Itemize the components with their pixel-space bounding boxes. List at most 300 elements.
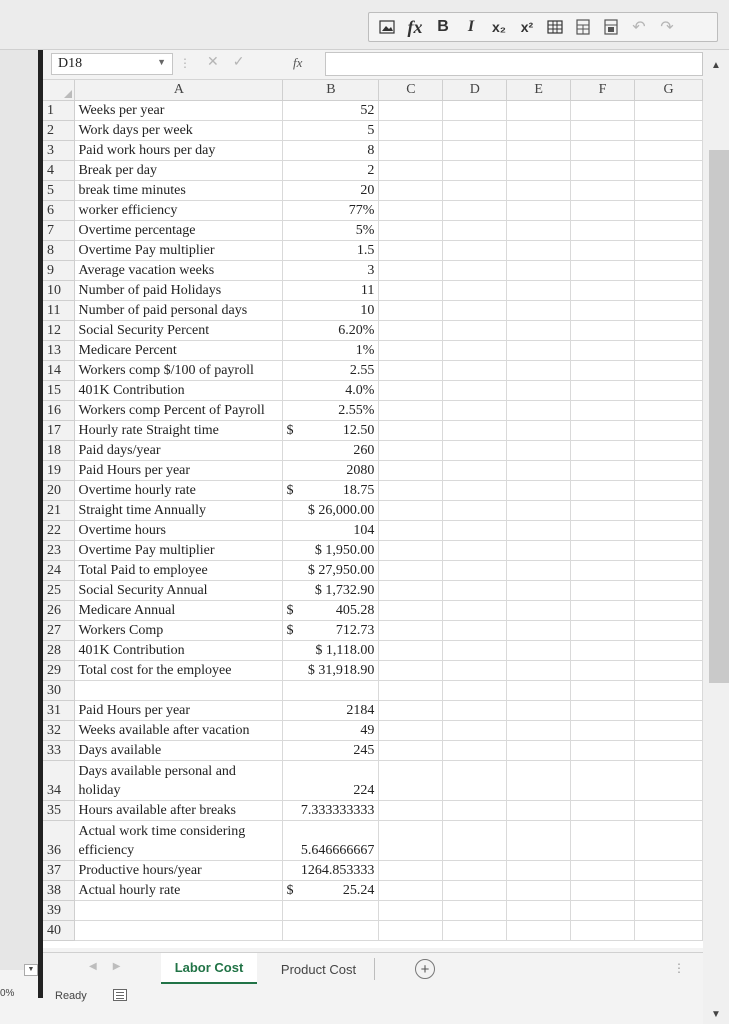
cell-g[interactable] bbox=[635, 820, 703, 860]
cell-a[interactable]: Overtime hourly rate bbox=[75, 480, 283, 500]
cell-b[interactable]: $ 1,950.00 bbox=[283, 540, 379, 560]
cell-b[interactable]: 7.333333333 bbox=[283, 800, 379, 820]
row-header[interactable]: 21 bbox=[43, 500, 75, 520]
row-header[interactable]: 9 bbox=[43, 260, 75, 280]
cell-e[interactable] bbox=[507, 620, 571, 640]
formula-input[interactable] bbox=[325, 52, 703, 76]
cell-f[interactable] bbox=[571, 640, 635, 660]
cell-f[interactable] bbox=[571, 480, 635, 500]
cell-e[interactable] bbox=[507, 560, 571, 580]
cell-c[interactable] bbox=[379, 120, 443, 140]
cell-b[interactable]: 3 bbox=[283, 260, 379, 280]
cell-a[interactable]: Actual work time considering efficiency bbox=[75, 820, 283, 860]
cell-f[interactable] bbox=[571, 680, 635, 700]
cell-e[interactable] bbox=[507, 500, 571, 520]
row-header[interactable]: 13 bbox=[43, 340, 75, 360]
cell-g[interactable] bbox=[635, 100, 703, 120]
cell-d[interactable] bbox=[443, 460, 507, 480]
cell-c[interactable] bbox=[379, 720, 443, 740]
cell-e[interactable] bbox=[507, 860, 571, 880]
cell-b[interactable] bbox=[283, 600, 379, 620]
row-header[interactable]: 22 bbox=[43, 520, 75, 540]
cell-d[interactable] bbox=[443, 720, 507, 740]
cell-f[interactable] bbox=[571, 820, 635, 860]
cell-b[interactable]: $ 1,732.90 bbox=[283, 580, 379, 600]
cell-f[interactable] bbox=[571, 220, 635, 240]
cell-e[interactable] bbox=[507, 200, 571, 220]
cell-g[interactable] bbox=[635, 640, 703, 660]
cell-b[interactable]: 2.55% bbox=[283, 400, 379, 420]
cell-a[interactable]: Social Security Annual bbox=[75, 580, 283, 600]
tab-labor-cost[interactable]: Labor Cost bbox=[161, 953, 257, 985]
cell-d[interactable] bbox=[443, 240, 507, 260]
cell-g[interactable] bbox=[635, 140, 703, 160]
cell-g[interactable] bbox=[635, 360, 703, 380]
cell-e[interactable] bbox=[507, 920, 571, 940]
cell-f[interactable] bbox=[571, 740, 635, 760]
cell-f[interactable] bbox=[571, 460, 635, 480]
cell-c[interactable] bbox=[379, 880, 443, 900]
row-header[interactable]: 27 bbox=[43, 620, 75, 640]
cell-g[interactable] bbox=[635, 460, 703, 480]
cell-d[interactable] bbox=[443, 760, 507, 800]
cell-a[interactable]: worker efficiency bbox=[75, 200, 283, 220]
cell-c[interactable] bbox=[379, 220, 443, 240]
cell-a[interactable]: Medicare Percent bbox=[75, 340, 283, 360]
cell-f[interactable] bbox=[571, 700, 635, 720]
cell-b[interactable]: $ 27,950.00 bbox=[283, 560, 379, 580]
cell-a[interactable]: Number of paid Holidays bbox=[75, 280, 283, 300]
row-header[interactable]: 15 bbox=[43, 380, 75, 400]
cell-d[interactable] bbox=[443, 140, 507, 160]
row-header[interactable]: 32 bbox=[43, 720, 75, 740]
row-header[interactable]: 39 bbox=[43, 900, 75, 920]
column-header-d[interactable]: D bbox=[443, 80, 507, 100]
cell-b[interactable]: 20 bbox=[283, 180, 379, 200]
cell-b[interactable]: $ 1,118.00 bbox=[283, 640, 379, 660]
row-header[interactable]: 17 bbox=[43, 420, 75, 440]
cell-f[interactable] bbox=[571, 340, 635, 360]
cell-d[interactable] bbox=[443, 680, 507, 700]
cell-a[interactable]: Average vacation weeks bbox=[75, 260, 283, 280]
cell-b[interactable] bbox=[283, 420, 379, 440]
row-header[interactable]: 7 bbox=[43, 220, 75, 240]
cell-g[interactable] bbox=[635, 540, 703, 560]
cell-a[interactable]: Paid Hours per year bbox=[75, 460, 283, 480]
cell-a[interactable]: Productive hours/year bbox=[75, 860, 283, 880]
bold-icon[interactable]: B bbox=[437, 18, 449, 35]
cell-e[interactable] bbox=[507, 580, 571, 600]
cell-f[interactable] bbox=[571, 120, 635, 140]
row-header[interactable]: 5 bbox=[43, 180, 75, 200]
cell-a[interactable]: Workers Comp bbox=[75, 620, 283, 640]
cell-f[interactable] bbox=[571, 760, 635, 800]
table-icon[interactable] bbox=[541, 15, 569, 39]
cell-c[interactable] bbox=[379, 300, 443, 320]
tab-product-cost[interactable]: Product Cost bbox=[263, 958, 375, 980]
cell-b[interactable] bbox=[283, 880, 379, 900]
cell-f[interactable] bbox=[571, 160, 635, 180]
cell-b[interactable]: 245 bbox=[283, 740, 379, 760]
cell-g[interactable] bbox=[635, 280, 703, 300]
cell-d[interactable] bbox=[443, 640, 507, 660]
cell-b[interactable]: 5% bbox=[283, 220, 379, 240]
cell-b[interactable]: 4.0% bbox=[283, 380, 379, 400]
cell-d[interactable] bbox=[443, 920, 507, 940]
cell-e[interactable] bbox=[507, 280, 571, 300]
cell-f[interactable] bbox=[571, 580, 635, 600]
cell-a[interactable]: Workers comp Percent of Payroll bbox=[75, 400, 283, 420]
cell-a[interactable]: Weeks available after vacation bbox=[75, 720, 283, 740]
row-header[interactable]: 4 bbox=[43, 160, 75, 180]
row-header[interactable]: 2 bbox=[43, 120, 75, 140]
cell-f[interactable] bbox=[571, 140, 635, 160]
cell-c[interactable] bbox=[379, 500, 443, 520]
cell-c[interactable] bbox=[379, 180, 443, 200]
cell-e[interactable] bbox=[507, 140, 571, 160]
cell-b[interactable]: 2080 bbox=[283, 460, 379, 480]
column-header-b[interactable]: B bbox=[283, 80, 379, 100]
row-header[interactable]: 29 bbox=[43, 660, 75, 680]
cell-e[interactable] bbox=[507, 380, 571, 400]
insert-function-icon[interactable]: fx bbox=[293, 55, 303, 70]
cell-g[interactable] bbox=[635, 220, 703, 240]
cell-c[interactable] bbox=[379, 100, 443, 120]
cell-g[interactable] bbox=[635, 700, 703, 720]
cell-a[interactable]: Paid Hours per year bbox=[75, 700, 283, 720]
cell-d[interactable] bbox=[443, 620, 507, 640]
cell-d[interactable] bbox=[443, 480, 507, 500]
cell-d[interactable] bbox=[443, 220, 507, 240]
cell-g[interactable] bbox=[635, 660, 703, 680]
cell-c[interactable] bbox=[379, 240, 443, 260]
cell-c[interactable] bbox=[379, 200, 443, 220]
cell-b[interactable]: 8 bbox=[283, 140, 379, 160]
cell-c[interactable] bbox=[379, 660, 443, 680]
cell-a[interactable]: break time minutes bbox=[75, 180, 283, 200]
cell-g[interactable] bbox=[635, 380, 703, 400]
cell-e[interactable] bbox=[507, 320, 571, 340]
undo-icon[interactable]: ↶ bbox=[632, 19, 646, 36]
cell-c[interactable] bbox=[379, 420, 443, 440]
cell-a[interactable]: Days available bbox=[75, 740, 283, 760]
cell-a[interactable]: Total cost for the employee bbox=[75, 660, 283, 680]
check-icon[interactable]: ✓ bbox=[232, 55, 245, 70]
cell-a[interactable]: Break per day bbox=[75, 160, 283, 180]
cell-b[interactable] bbox=[283, 620, 379, 640]
cell-d[interactable] bbox=[443, 120, 507, 140]
image-icon[interactable] bbox=[373, 15, 401, 39]
cell-f[interactable] bbox=[571, 520, 635, 540]
cell-b[interactable]: $ 31,918.90 bbox=[283, 660, 379, 680]
cell-d[interactable] bbox=[443, 560, 507, 580]
cell-g[interactable] bbox=[635, 620, 703, 640]
cell-f[interactable] bbox=[571, 320, 635, 340]
cell-g[interactable] bbox=[635, 300, 703, 320]
cell-g[interactable] bbox=[635, 680, 703, 700]
cell-b[interactable]: 2184 bbox=[283, 700, 379, 720]
cell-a[interactable]: Overtime Pay multiplier bbox=[75, 240, 283, 260]
row-header[interactable]: 11 bbox=[43, 300, 75, 320]
row-header[interactable]: 26 bbox=[43, 600, 75, 620]
italic-icon[interactable]: I bbox=[467, 18, 475, 35]
add-sheet-icon[interactable]: + bbox=[415, 959, 435, 979]
cell-c[interactable] bbox=[379, 740, 443, 760]
table-column-icon[interactable] bbox=[597, 15, 625, 39]
superscript-icon[interactable]: x² bbox=[520, 19, 534, 35]
cell-a[interactable]: Overtime hours bbox=[75, 520, 283, 540]
cell-c[interactable] bbox=[379, 480, 443, 500]
cell-a[interactable] bbox=[75, 920, 283, 940]
cell-e[interactable] bbox=[507, 440, 571, 460]
cell-e[interactable] bbox=[507, 700, 571, 720]
cell-b[interactable]: 77% bbox=[283, 200, 379, 220]
cell-f[interactable] bbox=[571, 500, 635, 520]
cell-a[interactable] bbox=[75, 900, 283, 920]
cell-e[interactable] bbox=[507, 520, 571, 540]
cell-a[interactable]: 401K Contribution bbox=[75, 380, 283, 400]
cell-b[interactable]: 10 bbox=[283, 300, 379, 320]
cell-c[interactable] bbox=[379, 320, 443, 340]
cell-b[interactable] bbox=[283, 680, 379, 700]
cell-f[interactable] bbox=[571, 400, 635, 420]
cell-d[interactable] bbox=[443, 520, 507, 540]
cell-g[interactable] bbox=[635, 200, 703, 220]
cell-a[interactable]: Workers comp $/100 of payroll bbox=[75, 360, 283, 380]
cell-d[interactable] bbox=[443, 300, 507, 320]
cell-b[interactable]: 2.55 bbox=[283, 360, 379, 380]
chevron-down-icon[interactable]: ▼ bbox=[24, 964, 38, 976]
column-header-c[interactable]: C bbox=[379, 80, 443, 100]
cell-f[interactable] bbox=[571, 260, 635, 280]
chevron-down-icon[interactable]: ▼ bbox=[157, 57, 166, 67]
cell-b[interactable] bbox=[283, 480, 379, 500]
row-header[interactable]: 23 bbox=[43, 540, 75, 560]
cell-a[interactable]: 401K Contribution bbox=[75, 640, 283, 660]
cell-c[interactable] bbox=[379, 140, 443, 160]
cell-b[interactable]: 49 bbox=[283, 720, 379, 740]
row-header[interactable]: 40 bbox=[43, 920, 75, 940]
cell-f[interactable] bbox=[571, 280, 635, 300]
cell-a[interactable]: Paid work hours per day bbox=[75, 140, 283, 160]
cell-e[interactable] bbox=[507, 400, 571, 420]
cell-f[interactable] bbox=[571, 620, 635, 640]
cell-a[interactable]: Actual hourly rate bbox=[75, 880, 283, 900]
cell-c[interactable] bbox=[379, 560, 443, 580]
cell-d[interactable] bbox=[443, 280, 507, 300]
cell-d[interactable] bbox=[443, 200, 507, 220]
cell-e[interactable] bbox=[507, 900, 571, 920]
cell-g[interactable] bbox=[635, 180, 703, 200]
column-header-g[interactable]: G bbox=[635, 80, 703, 100]
cell-d[interactable] bbox=[443, 900, 507, 920]
row-header[interactable]: 10 bbox=[43, 280, 75, 300]
cell-f[interactable] bbox=[571, 380, 635, 400]
cell-f[interactable] bbox=[571, 240, 635, 260]
cell-a[interactable]: Overtime Pay multiplier bbox=[75, 540, 283, 560]
row-header[interactable]: 37 bbox=[43, 860, 75, 880]
cell-e[interactable] bbox=[507, 300, 571, 320]
cell-e[interactable] bbox=[507, 360, 571, 380]
cell-f[interactable] bbox=[571, 800, 635, 820]
cell-f[interactable] bbox=[571, 600, 635, 620]
cell-e[interactable] bbox=[507, 480, 571, 500]
cancel-icon[interactable]: ✕ bbox=[207, 55, 219, 70]
cell-d[interactable] bbox=[443, 340, 507, 360]
cell-g[interactable] bbox=[635, 500, 703, 520]
cell-g[interactable] bbox=[635, 800, 703, 820]
cell-d[interactable] bbox=[443, 880, 507, 900]
cell-f[interactable] bbox=[571, 100, 635, 120]
cell-f[interactable] bbox=[571, 860, 635, 880]
cell-f[interactable] bbox=[571, 660, 635, 680]
row-header[interactable]: 28 bbox=[43, 640, 75, 660]
row-header[interactable]: 30 bbox=[43, 680, 75, 700]
cell-b[interactable]: 1.5 bbox=[283, 240, 379, 260]
cell-c[interactable] bbox=[379, 360, 443, 380]
cell-f[interactable] bbox=[571, 880, 635, 900]
cell-f[interactable] bbox=[571, 360, 635, 380]
cell-e[interactable] bbox=[507, 660, 571, 680]
cell-e[interactable] bbox=[507, 420, 571, 440]
cell-c[interactable] bbox=[379, 340, 443, 360]
cell-d[interactable] bbox=[443, 180, 507, 200]
cell-c[interactable] bbox=[379, 520, 443, 540]
column-header-e[interactable]: E bbox=[507, 80, 571, 100]
cell-f[interactable] bbox=[571, 560, 635, 580]
cell-d[interactable] bbox=[443, 500, 507, 520]
cell-d[interactable] bbox=[443, 800, 507, 820]
cell-c[interactable] bbox=[379, 600, 443, 620]
cell-g[interactable] bbox=[635, 440, 703, 460]
tab-split-handle-icon[interactable]: ⋮ bbox=[673, 961, 685, 975]
cell-d[interactable] bbox=[443, 820, 507, 860]
cell-g[interactable] bbox=[635, 480, 703, 500]
cell-g[interactable] bbox=[635, 160, 703, 180]
vertical-scrollbar[interactable] bbox=[703, 50, 729, 1024]
cell-a[interactable]: Social Security Percent bbox=[75, 320, 283, 340]
cell-c[interactable] bbox=[379, 820, 443, 860]
next-sheet-icon[interactable]: ▶ bbox=[112, 961, 121, 972]
cell-d[interactable] bbox=[443, 400, 507, 420]
cell-e[interactable] bbox=[507, 180, 571, 200]
cell-d[interactable] bbox=[443, 660, 507, 680]
cell-e[interactable] bbox=[507, 600, 571, 620]
row-header[interactable]: 19 bbox=[43, 460, 75, 480]
cell-f[interactable] bbox=[571, 200, 635, 220]
cell-c[interactable] bbox=[379, 160, 443, 180]
cell-e[interactable] bbox=[507, 540, 571, 560]
cell-e[interactable] bbox=[507, 460, 571, 480]
cell-a[interactable]: Total Paid to employee bbox=[75, 560, 283, 580]
cell-e[interactable] bbox=[507, 240, 571, 260]
row-header[interactable]: 16 bbox=[43, 400, 75, 420]
cell-f[interactable] bbox=[571, 300, 635, 320]
row-header[interactable]: 3 bbox=[43, 140, 75, 160]
cell-c[interactable] bbox=[379, 460, 443, 480]
cell-d[interactable] bbox=[443, 540, 507, 560]
cell-a[interactable]: Overtime percentage bbox=[75, 220, 283, 240]
cell-c[interactable] bbox=[379, 920, 443, 940]
cell-b[interactable]: 104 bbox=[283, 520, 379, 540]
cell-e[interactable] bbox=[507, 340, 571, 360]
cell-d[interactable] bbox=[443, 380, 507, 400]
cell-b[interactable]: 224 bbox=[283, 760, 379, 800]
cell-a[interactable]: Paid days/year bbox=[75, 440, 283, 460]
row-header[interactable]: 36 bbox=[43, 820, 75, 860]
scroll-down-icon[interactable]: ▼ bbox=[711, 1009, 721, 1020]
cell-g[interactable] bbox=[635, 920, 703, 940]
row-header[interactable]: 33 bbox=[43, 740, 75, 760]
cell-b[interactable]: 260 bbox=[283, 440, 379, 460]
cell-c[interactable] bbox=[379, 260, 443, 280]
cell-c[interactable] bbox=[379, 700, 443, 720]
row-header[interactable]: 25 bbox=[43, 580, 75, 600]
row-header[interactable]: 14 bbox=[43, 360, 75, 380]
cell-e[interactable] bbox=[507, 720, 571, 740]
cell-b[interactable] bbox=[283, 900, 379, 920]
cell-a[interactable]: Straight time Annually bbox=[75, 500, 283, 520]
row-header[interactable]: 34 bbox=[43, 760, 75, 800]
subscript-icon[interactable]: x₂ bbox=[491, 19, 506, 35]
cell-g[interactable] bbox=[635, 320, 703, 340]
name-box[interactable] bbox=[51, 53, 173, 75]
cell-c[interactable] bbox=[379, 900, 443, 920]
scroll-up-icon[interactable]: ▲ bbox=[711, 60, 721, 71]
cell-c[interactable] bbox=[379, 400, 443, 420]
cell-e[interactable] bbox=[507, 820, 571, 860]
cell-f[interactable] bbox=[571, 920, 635, 940]
cell-a[interactable]: Hourly rate Straight time bbox=[75, 420, 283, 440]
cell-g[interactable] bbox=[635, 420, 703, 440]
previous-sheet-icon[interactable]: ◀ bbox=[89, 961, 97, 972]
cell-g[interactable] bbox=[635, 740, 703, 760]
select-all-corner[interactable] bbox=[43, 80, 75, 100]
cell-c[interactable] bbox=[379, 860, 443, 880]
cell-g[interactable] bbox=[635, 600, 703, 620]
cell-d[interactable] bbox=[443, 740, 507, 760]
row-header[interactable]: 31 bbox=[43, 700, 75, 720]
row-header[interactable]: 6 bbox=[43, 200, 75, 220]
cell-f[interactable] bbox=[571, 440, 635, 460]
cell-d[interactable] bbox=[443, 860, 507, 880]
cell-c[interactable] bbox=[379, 760, 443, 800]
cell-g[interactable] bbox=[635, 260, 703, 280]
cell-a[interactable]: Number of paid personal days bbox=[75, 300, 283, 320]
cell-a[interactable]: Medicare Annual bbox=[75, 600, 283, 620]
cell-e[interactable] bbox=[507, 880, 571, 900]
redo-icon[interactable]: ↷ bbox=[660, 19, 674, 36]
macro-record-icon[interactable] bbox=[113, 989, 127, 1001]
scrollbar-thumb[interactable] bbox=[709, 150, 729, 683]
cell-e[interactable] bbox=[507, 100, 571, 120]
cell-a[interactable]: Weeks per year bbox=[75, 100, 283, 120]
function-icon[interactable]: fx bbox=[407, 16, 423, 37]
cell-g[interactable] bbox=[635, 880, 703, 900]
row-header[interactable]: 20 bbox=[43, 480, 75, 500]
cell-g[interactable] bbox=[635, 860, 703, 880]
cell-b[interactable]: 1% bbox=[283, 340, 379, 360]
cell-d[interactable] bbox=[443, 160, 507, 180]
cell-g[interactable] bbox=[635, 240, 703, 260]
column-header-f[interactable]: F bbox=[571, 80, 635, 100]
cell-e[interactable] bbox=[507, 680, 571, 700]
cell-c[interactable] bbox=[379, 540, 443, 560]
cell-g[interactable] bbox=[635, 520, 703, 540]
cell-c[interactable] bbox=[379, 800, 443, 820]
column-header-a[interactable]: A bbox=[75, 80, 283, 100]
cell-e[interactable] bbox=[507, 160, 571, 180]
